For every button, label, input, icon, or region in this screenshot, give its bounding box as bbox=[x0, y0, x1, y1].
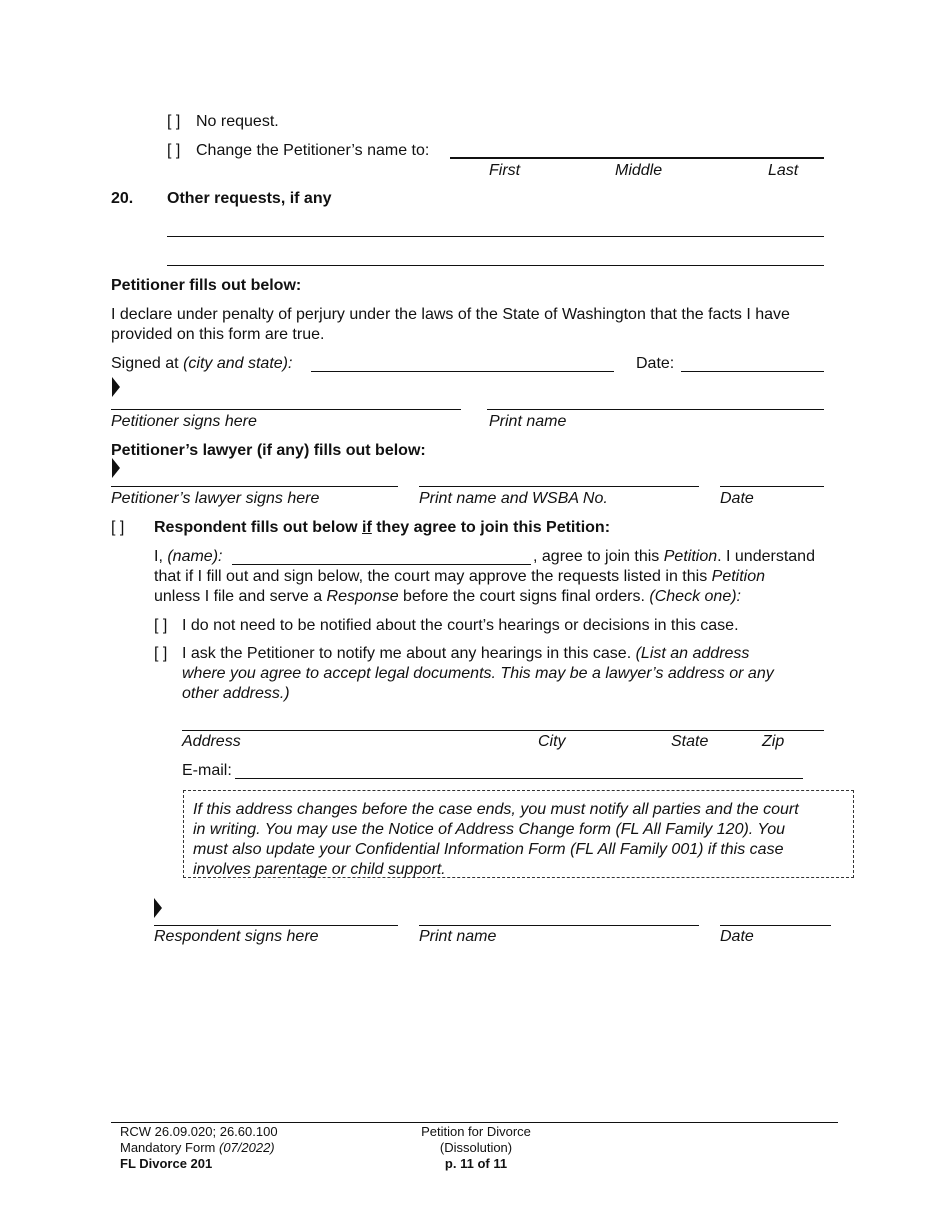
agree-text-a: , agree to join this bbox=[533, 548, 664, 565]
footer-title-line-1: Petition for Divorce bbox=[421, 1124, 531, 1139]
signed-at-label bbox=[111, 354, 292, 373]
respondent-print-name-field[interactable] bbox=[419, 925, 699, 926]
address-field[interactable] bbox=[182, 730, 824, 731]
zip-caption: Zip bbox=[762, 733, 785, 750]
notice-line-2: in writing. You may use the Notice of Address Change form (FL All Family 120). You bbox=[193, 821, 785, 838]
agree-petition-word: Petition bbox=[663, 548, 718, 565]
lawyer-print-name-caption: Print name and WSBA No. bbox=[419, 490, 608, 507]
email-label: E-mail: bbox=[182, 762, 232, 779]
footer-mandatory bbox=[120, 1140, 278, 1156]
notify-hint-b: where you agree to accept legal documents. This may be a lawyer’s address or any bbox=[182, 665, 774, 682]
petitioner-signature-field[interactable] bbox=[111, 409, 461, 410]
no-notify-checkbox[interactable]: [ ] bbox=[154, 617, 168, 634]
section-20-number: 20. bbox=[111, 190, 134, 207]
respondent-heading-post: they agree to join this Petition: bbox=[371, 519, 611, 536]
response-text-a: unless I file and serve a bbox=[154, 588, 327, 605]
respondent-heading-pre: Respondent fills out below bbox=[154, 519, 362, 536]
petitioner-heading: Petitioner fills out below: bbox=[111, 277, 302, 294]
section-20-title: Other requests, if any bbox=[167, 190, 332, 207]
respondent-name-prefix bbox=[154, 547, 222, 566]
petitioner-signs-here-caption: Petitioner signs here bbox=[111, 413, 257, 430]
respondent-agree-text bbox=[533, 547, 815, 566]
respondent-signature-field[interactable] bbox=[154, 925, 398, 926]
footer-center bbox=[396, 1124, 556, 1172]
respondent-name-field[interactable] bbox=[232, 564, 531, 565]
signed-at-field[interactable] bbox=[311, 371, 614, 372]
lawyer-heading: Petitioner’s lawyer (if any) fills out below: bbox=[111, 442, 426, 459]
check-one-hint: (Check one): bbox=[649, 588, 741, 605]
footer-rcw: RCW 26.09.020; 26.60.100 bbox=[120, 1124, 278, 1139]
petitioner-print-name-caption: Print name bbox=[489, 413, 567, 430]
state-caption: State bbox=[671, 733, 709, 750]
respondent-heading bbox=[154, 518, 610, 537]
notify-hint-a: (List an address bbox=[635, 645, 750, 662]
response-text-b: before the court signs final orders. bbox=[398, 588, 650, 605]
signed-at-hint: (city and state): bbox=[183, 355, 293, 372]
respondent-understand-line bbox=[154, 567, 765, 586]
sign-here-arrow-icon bbox=[112, 377, 120, 397]
notify-checkbox[interactable]: [ ] bbox=[154, 645, 168, 662]
respondent-sign-here-arrow-icon bbox=[154, 898, 162, 918]
lawyer-print-name-field[interactable] bbox=[419, 486, 699, 487]
understand-petition-word: Petition bbox=[711, 568, 766, 585]
respondent-i: I, bbox=[154, 548, 168, 565]
agree-text-b: . I understand bbox=[717, 548, 815, 565]
perjury-declaration: I declare under penalty of perjury under the laws of the State of Washington that the facts I have provided on this form are true. bbox=[111, 306, 790, 343]
first-name-caption: First bbox=[489, 162, 521, 179]
notice-line-3: must also update your Confidential Information Form (FL All Family 001) if this case bbox=[193, 841, 784, 858]
no-notify-label: I do not need to be notified about the court’s hearings or decisions in this case. bbox=[182, 617, 739, 634]
middle-name-caption: Middle bbox=[615, 162, 663, 179]
understand-text: that if I fill out and sign below, the court may approve the requests listed in this bbox=[154, 568, 712, 585]
other-requests-line-2[interactable] bbox=[167, 265, 824, 266]
lawyer-sign-here-arrow-icon bbox=[112, 458, 120, 478]
footer-mandatory-prefix: Mandatory Form bbox=[120, 1140, 219, 1155]
petitioner-print-name-field[interactable] bbox=[487, 409, 824, 410]
no-request-checkbox[interactable]: [ ] bbox=[167, 113, 181, 130]
change-name-checkbox[interactable]: [ ] bbox=[167, 142, 181, 159]
respondent-join-checkbox[interactable]: [ ] bbox=[111, 519, 125, 536]
footer-page-number: p. 11 of 11 bbox=[444, 1156, 508, 1171]
address-change-notice bbox=[183, 790, 854, 878]
response-word: Response bbox=[326, 588, 399, 605]
email-field[interactable] bbox=[235, 778, 803, 779]
footer-form-id: FL Divorce 201 bbox=[120, 1156, 213, 1171]
address-caption: Address bbox=[182, 733, 241, 750]
footer-mandatory-date: (07/2022) bbox=[218, 1140, 275, 1155]
footer-left bbox=[120, 1124, 278, 1172]
change-name-label: Change the Petitioner’s name to: bbox=[196, 142, 430, 159]
lawyer-date-caption: Date bbox=[720, 490, 754, 507]
other-requests-line-1[interactable] bbox=[167, 236, 824, 237]
date-label: Date: bbox=[636, 355, 675, 372]
respondent-print-name-caption: Print name bbox=[419, 928, 497, 945]
notice-line-1: If this address changes before the case ends, you must notify all parties and the court bbox=[193, 801, 799, 818]
signed-at-prefix: Signed at bbox=[111, 355, 184, 372]
footer-title-line-2: (Dissolution) bbox=[439, 1140, 513, 1155]
notice-line-4: involves parentage or child support. bbox=[193, 861, 446, 878]
notify-text: I ask the Petitioner to notify me about any hearings in this case. bbox=[182, 645, 636, 662]
notify-label bbox=[182, 644, 749, 663]
respondent-heading-if: if bbox=[362, 519, 372, 536]
city-caption: City bbox=[538, 733, 566, 750]
notify-hint-c: other address.) bbox=[182, 685, 290, 702]
respondent-response-line bbox=[154, 587, 741, 606]
no-request-label: No request. bbox=[196, 113, 279, 130]
last-name-caption: Last bbox=[768, 162, 799, 179]
respondent-name-hint: (name): bbox=[167, 548, 223, 565]
lawyer-signs-here-caption: Petitioner’s lawyer signs here bbox=[111, 490, 320, 507]
lawyer-date-field[interactable] bbox=[720, 486, 824, 487]
new-name-field[interactable] bbox=[450, 157, 824, 159]
petitioner-date-field[interactable] bbox=[681, 371, 824, 372]
respondent-date-field[interactable] bbox=[720, 925, 831, 926]
footer-rule bbox=[111, 1122, 838, 1123]
respondent-signs-here-caption: Respondent signs here bbox=[154, 928, 319, 945]
respondent-date-caption: Date bbox=[720, 928, 754, 945]
lawyer-signature-field[interactable] bbox=[111, 486, 398, 487]
